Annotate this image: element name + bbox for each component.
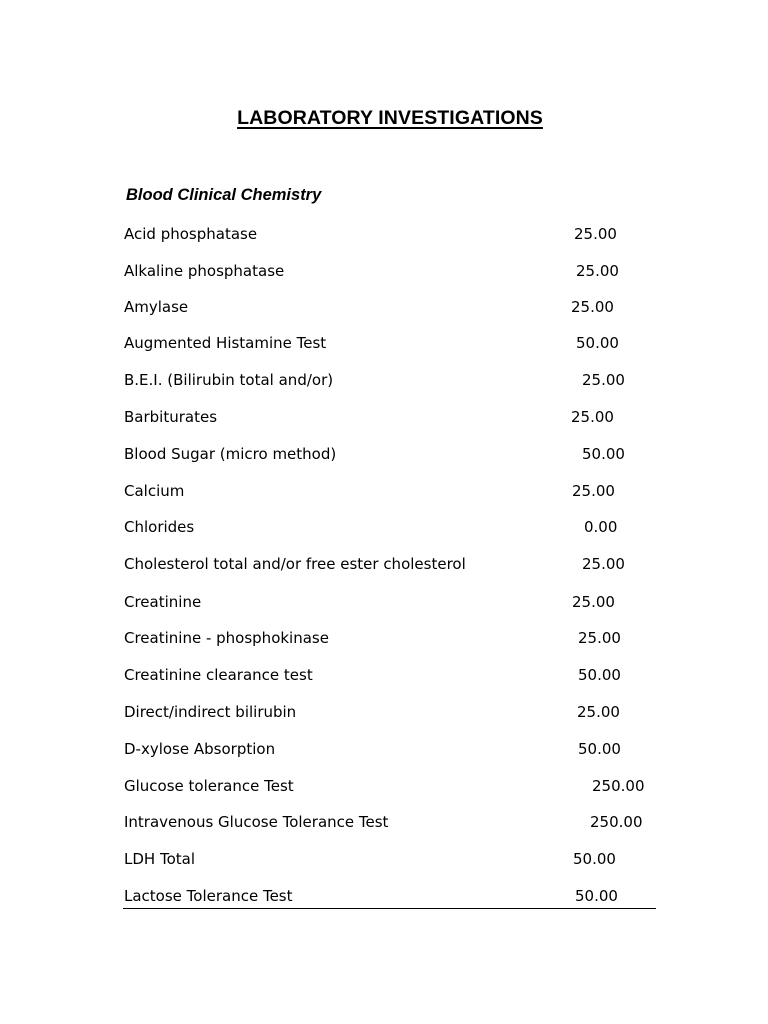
list-item xyxy=(0,223,768,245)
list-item xyxy=(0,296,768,318)
list-item xyxy=(0,260,768,282)
list-item xyxy=(0,811,768,833)
item-name: Acid phosphatase xyxy=(124,225,258,243)
item-name: Alkaline phosphatase xyxy=(124,262,285,280)
item-price: 25.00 xyxy=(571,298,614,316)
item-price: 25.00 xyxy=(576,262,619,280)
item-name: Blood Sugar (micro method) xyxy=(124,445,337,463)
item-price: 50.00 xyxy=(578,666,621,684)
list-item xyxy=(0,885,768,907)
item-price: 250.00 xyxy=(592,777,645,795)
list-item xyxy=(0,664,768,686)
section-heading: Blood Clinical Chemistry xyxy=(126,186,322,204)
item-name: B.E.I. (Bilirubin total and/or) xyxy=(124,371,334,389)
bottom-rule xyxy=(123,908,656,909)
item-price: 25.00 xyxy=(578,629,621,647)
list-item xyxy=(0,553,768,575)
item-price: 50.00 xyxy=(578,740,621,758)
list-item xyxy=(0,701,768,723)
item-price: 25.00 xyxy=(582,555,625,573)
list-item xyxy=(0,591,768,613)
list-item xyxy=(0,516,768,538)
item-name: Direct/indirect bilirubin xyxy=(124,703,297,721)
item-name: D-xylose Absorption xyxy=(124,740,276,758)
page-title: LABORATORY INVESTIGATIONS xyxy=(237,107,543,129)
item-name: Amylase xyxy=(124,298,189,316)
list-item xyxy=(0,775,768,797)
item-price: 50.00 xyxy=(576,334,619,352)
list-item xyxy=(0,738,768,760)
item-name: Glucose tolerance Test xyxy=(124,777,294,795)
item-price: 50.00 xyxy=(575,887,618,905)
item-name: Creatinine clearance test xyxy=(124,666,313,684)
item-name: Intravenous Glucose Tolerance Test xyxy=(124,813,389,831)
item-price: 25.00 xyxy=(572,593,615,611)
item-price: 25.00 xyxy=(571,408,614,426)
item-price: 0.00 xyxy=(584,518,618,536)
item-name: Cholesterol total and/or free ester cholesterol xyxy=(124,555,466,573)
list-item xyxy=(0,332,768,354)
item-price: 50.00 xyxy=(582,445,625,463)
item-price: 25.00 xyxy=(577,703,620,721)
list-item xyxy=(0,406,768,428)
list-item xyxy=(0,443,768,465)
item-price: 25.00 xyxy=(572,482,615,500)
item-price: 25.00 xyxy=(582,371,625,389)
item-price: 25.00 xyxy=(574,225,617,243)
list-item xyxy=(0,369,768,391)
item-name: Chlorides xyxy=(124,518,195,536)
item-name: Augmented Histamine Test xyxy=(124,334,327,352)
item-name: Calcium xyxy=(124,482,185,500)
item-name: Barbiturates xyxy=(124,408,218,426)
list-item xyxy=(0,627,768,649)
item-name: Creatinine xyxy=(124,593,202,611)
item-price: 50.00 xyxy=(573,850,616,868)
item-name: Creatinine - phosphokinase xyxy=(124,629,329,647)
item-price: 250.00 xyxy=(590,813,643,831)
item-name: Lactose Tolerance Test xyxy=(124,887,293,905)
item-name: LDH Total xyxy=(124,850,195,868)
list-item xyxy=(0,848,768,870)
list-item xyxy=(0,480,768,502)
